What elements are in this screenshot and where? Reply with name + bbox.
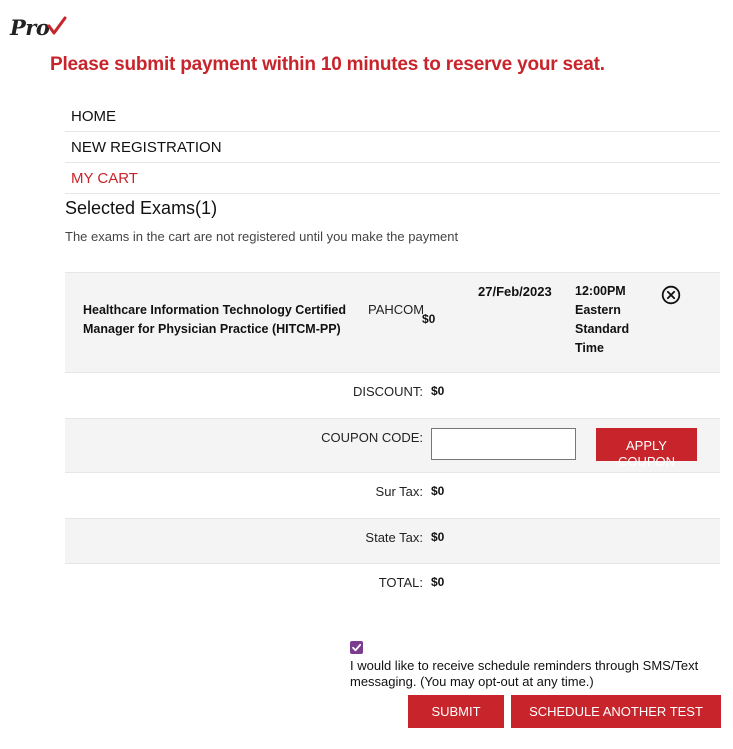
coupon-code-input[interactable]: [431, 428, 576, 460]
cart-exam-row: [65, 272, 720, 373]
submit-button[interactable]: SUBMIT: [408, 695, 504, 728]
discount-label: DISCOUNT:: [352, 384, 423, 399]
total-label: TOTAL:: [378, 575, 423, 590]
discount-value: $0: [431, 384, 445, 398]
nav-item-new-registration[interactable]: NEW REGISTRATION: [65, 132, 720, 163]
apply-coupon-button[interactable]: APPLY COUPON: [596, 428, 697, 461]
exam-time: 12:00PM Eastern Standard Time: [575, 284, 630, 355]
sms-opt-in-label: I would like to receive schedule reminders through SMS/Text messaging. (You may opt-out at any time.): [350, 658, 699, 689]
exam-name: Healthcare Information Technology Certified Manager for Physician Practice (HITCM-PP): [83, 303, 347, 336]
surtax-value: $0: [431, 484, 445, 498]
cart-subtitle: The exams in the cart are not registered until you make the payment: [65, 229, 459, 244]
statetax-label: State Tax:: [365, 530, 423, 545]
checkmark-icon: [47, 16, 67, 36]
total-row: [65, 564, 720, 604]
exam-date: 27/Feb/2023: [478, 284, 552, 299]
cart-title: Selected Exams(1): [65, 198, 218, 218]
coupon-row: [65, 419, 720, 473]
exam-price: $0: [422, 312, 436, 326]
nav-item-home[interactable]: HOME: [65, 101, 720, 132]
logo[interactable]: [10, 10, 67, 40]
statetax-value: $0: [431, 530, 445, 544]
surtax-label: Sur Tax:: [375, 484, 423, 499]
statetax-row: [65, 519, 720, 564]
total-value: $0: [431, 575, 445, 589]
payment-timer-notice: Please submit payment within 10 minutes to reserve your seat.: [50, 54, 605, 75]
coupon-label: COUPON CODE:: [321, 430, 423, 445]
discount-row: [65, 373, 720, 419]
exam-vendor: PAHCOM: [368, 302, 425, 317]
schedule-another-test-button[interactable]: SCHEDULE ANOTHER TEST: [511, 695, 721, 728]
close-circle-icon[interactable]: [661, 285, 681, 305]
logo-text: Pro: [10, 15, 50, 40]
sms-opt-in-checkbox[interactable]: [350, 641, 363, 654]
main-nav: [65, 101, 720, 194]
surtax-row: [65, 473, 720, 519]
nav-item-my-cart[interactable]: MY CART: [65, 163, 720, 194]
